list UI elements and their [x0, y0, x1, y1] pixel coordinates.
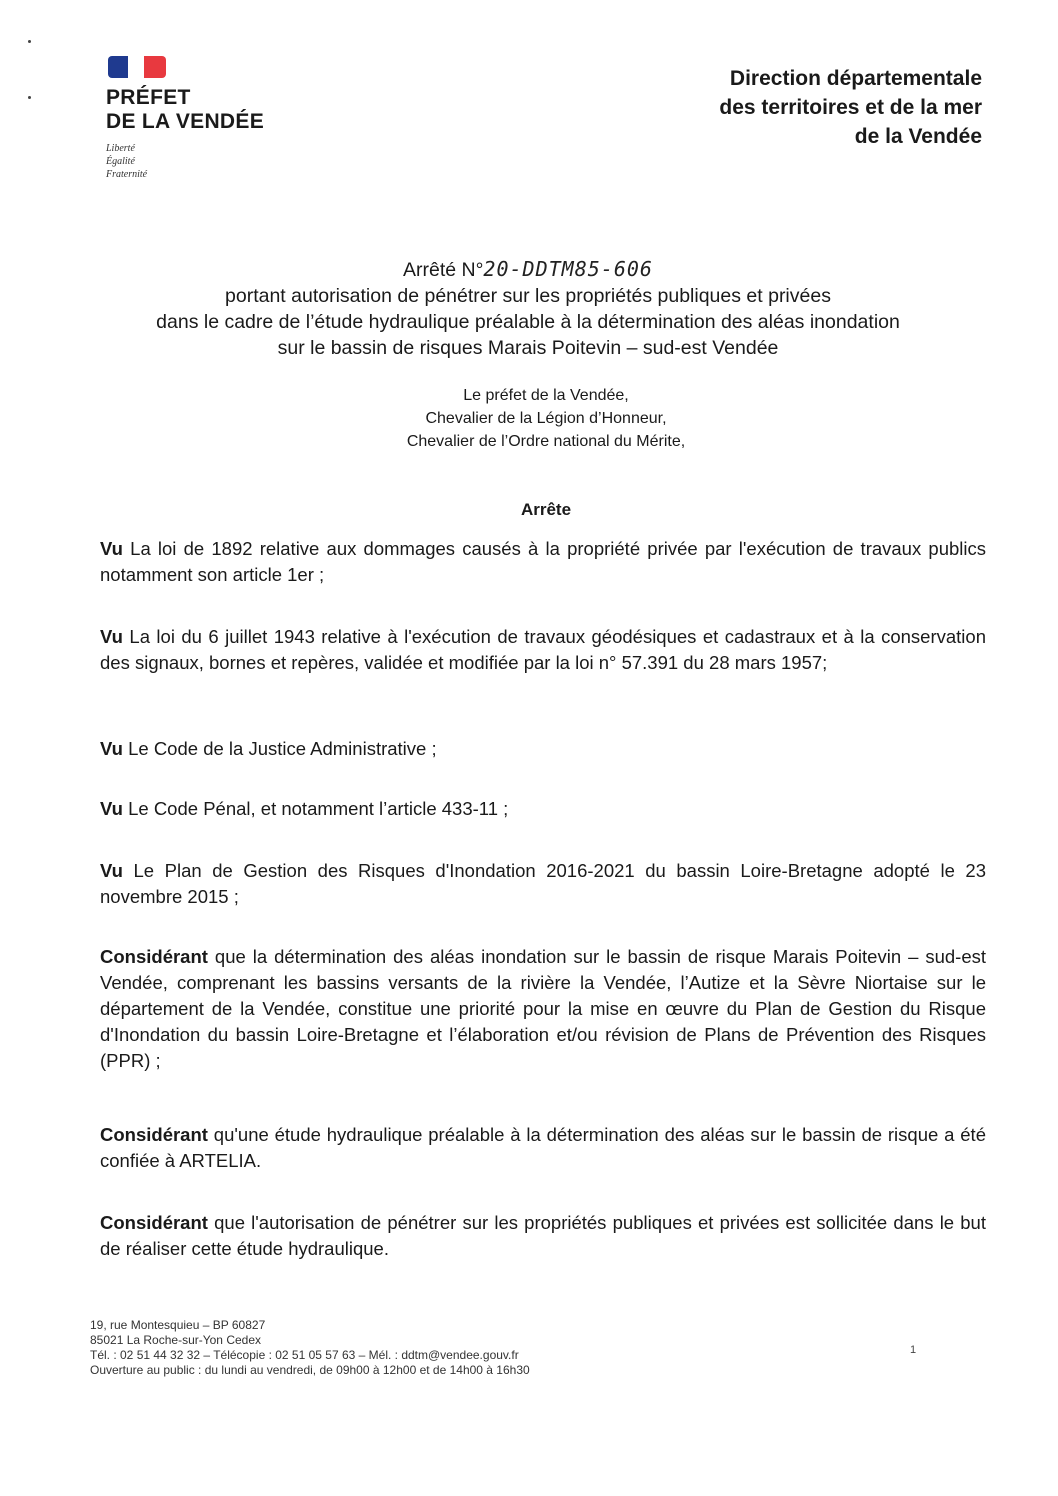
vu-paragraph — [100, 858, 986, 910]
republic-motto — [106, 142, 306, 181]
title-line: dans le cadre de l’étude hydraulique préalable à la détermination des aléas inondation — [156, 311, 900, 333]
prefet-title-line: Chevalier de la Légion d’Honneur, — [425, 410, 667, 427]
direction-line: Direction départementale — [729, 67, 982, 90]
paragraph-text: La loi du 6 juillet 1943 relative à l'exécution de travaux géodésiques et cadastraux et à la conservation des signaux, bornes et repères, validée et modifiée par la loi n° 57.391 du 28 mars 1957; — [100, 626, 986, 673]
prefet-title-line: Le préfet de la Vendée, — [463, 387, 629, 404]
vu-paragraph — [100, 624, 986, 676]
paragraph-text: La loi de 1892 relative aux dommages causés à la propriété privée par l'exécution de travaux publics notamment son article 1er ; — [100, 538, 986, 585]
paragraph-text: qu'une étude hydraulique préalable à la détermination des aléas sur le bassin de risque a été confiée à ARTELIA. — [100, 1124, 986, 1171]
direction-line: de la Vendée — [854, 125, 982, 148]
direction-header — [582, 64, 982, 151]
vu-paragraph — [100, 736, 986, 762]
scan-speck — [28, 40, 31, 43]
considerant-paragraph — [100, 1210, 986, 1262]
address-footer — [90, 1318, 710, 1378]
paragraph-lead: Considérant — [100, 946, 208, 967]
considerant-paragraph — [100, 1122, 986, 1174]
title-line: sur le bassin de risques Marais Poitevin – sud-est Vendée — [277, 337, 779, 359]
paragraph-lead: Vu — [100, 738, 123, 759]
vu-paragraph — [100, 536, 986, 588]
motto-egalite: Égalité — [106, 156, 135, 167]
motto-fraternite: Fraternité — [106, 169, 148, 180]
motto-liberte: Liberté — [106, 143, 135, 154]
paragraph-lead: Vu — [100, 626, 123, 647]
paragraph-lead: Vu — [100, 538, 123, 559]
paragraph-lead: Considérant — [100, 1124, 208, 1145]
prefet-name: PRÉFET DE LA VENDÉE — [106, 86, 265, 133]
paragraph-text: que l'autorisation de pénétrer sur les propriétés publiques et privées est sollicitée dans le but de réaliser cette étude hydraulique. — [100, 1212, 986, 1259]
flag-red-band — [144, 56, 166, 78]
arrete-heading: Arrête — [520, 500, 572, 519]
paragraph-text: Le Code Pénal, et notamment l’article 433-11 ; — [122, 798, 509, 819]
marianne-flag-icon — [108, 56, 166, 78]
arrete-number-line — [60, 256, 996, 283]
paragraph-lead: Vu — [100, 798, 123, 819]
paragraph-lead: Considérant — [100, 1212, 208, 1233]
flag-blue-band — [108, 56, 128, 78]
arrete-number-handwritten: 20-DDTM85-606 — [483, 257, 653, 281]
arrete-title — [60, 256, 996, 361]
paragraph-text: que la détermination des aléas inondation sur le bassin de risque Marais Poitevin – sud-est Vendée, comprenant les bassins versants de la rivière la Vendée, l’Autize et la Sèvre Niortaise sur le département de la Vendée, constitue une priorité pour la mise en œuvre du Plan de Gestion du Risque d'Inondation du bassin Loire-Bretagne et l’élaboration et/ou révision de Plans de Prévention des Risques (PPR) ; — [100, 946, 986, 1071]
title-line: portant autorisation de pénétrer sur les propriétés publiques et privées — [225, 285, 831, 307]
arrete-label: Arrêté N° — [403, 259, 484, 281]
paragraph-text: Le Plan de Gestion des Risques d'Inondation 2016-2021 du bassin Loire-Bretagne adopté le 23 novembre 2015 ; — [100, 860, 986, 907]
footer-line: Tél. : 02 51 44 32 32 – Télécopie : 02 51 05 57 63 – Mél. : ddtm@vendee.gouv.fr — [90, 1348, 519, 1362]
prefecture-logo — [106, 56, 306, 181]
paragraph-text: Le Code de la Justice Administrative ; — [122, 738, 437, 759]
vu-paragraph — [100, 796, 986, 822]
flag-white-band — [128, 56, 144, 78]
considerant-paragraph — [100, 944, 986, 1074]
footer-line: 85021 La Roche-sur-Yon Cedex — [90, 1333, 262, 1347]
scan-speck — [28, 96, 31, 99]
footer-line: Ouverture au public : du lundi au vendredi, de 09h00 à 12h00 et de 14h00 à 16h30 — [90, 1363, 530, 1377]
direction-line: des territoires et de la mer — [719, 96, 982, 119]
paragraph-lead: Vu — [100, 860, 123, 881]
prefet-titles — [296, 384, 796, 453]
page-number: 1 — [910, 1344, 917, 1356]
footer-line: 19, rue Montesquieu – BP 60827 — [90, 1318, 266, 1332]
prefet-title-line: Chevalier de l’Ordre national du Mérite, — [406, 433, 686, 450]
